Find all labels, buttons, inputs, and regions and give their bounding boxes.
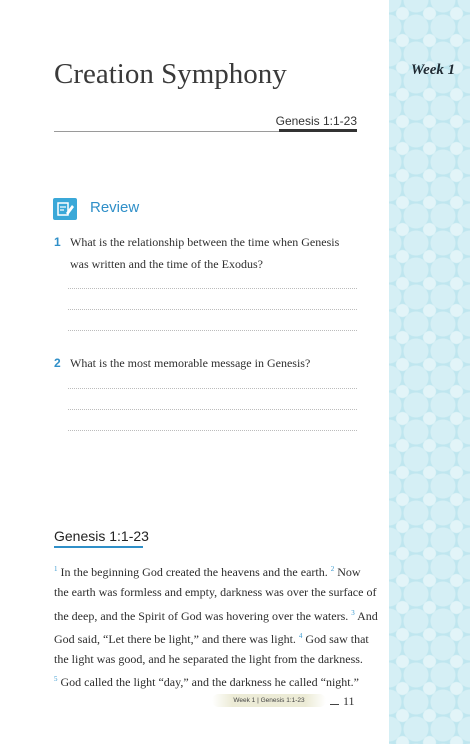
passage-line <box>54 603 378 626</box>
verse-text: God said, “Let there be light,” and there was light. <box>54 631 299 646</box>
passage-line <box>54 649 363 669</box>
passage-line <box>54 626 369 649</box>
verse-text: Now <box>334 565 361 579</box>
answer-line <box>68 388 357 389</box>
passage-heading: Genesis 1:1-23 <box>54 528 149 544</box>
verse-text: the deep, and the Spirit of God was hovering over the waters. <box>54 608 352 623</box>
question-text: What is the most memorable message in Genesis? <box>70 356 311 370</box>
review-heading: Review <box>90 199 140 216</box>
scripture-passage <box>54 559 378 693</box>
question-1 <box>54 231 359 275</box>
footer-label: Week 1 | Genesis 1:1-23 <box>212 694 326 707</box>
answer-line <box>68 409 357 410</box>
verse-text: And <box>354 608 378 623</box>
question-number: 2 <box>54 356 61 370</box>
passage-line <box>54 559 361 582</box>
question-2 <box>54 352 359 374</box>
footer-dash <box>330 704 339 705</box>
review-edit-icon <box>53 198 77 220</box>
passage-heading-underline <box>54 546 143 548</box>
verse-text: the light was good, and he separated the light from the darkness. <box>54 652 363 667</box>
passage-line <box>54 669 358 692</box>
reference-underline <box>279 129 357 132</box>
week-tag: Week 1 <box>410 62 456 78</box>
scripture-reference: Genesis 1:1-23 <box>275 114 357 128</box>
page-number: 11 <box>343 694 355 708</box>
verse-number: 2 <box>330 565 335 573</box>
verse-text: God called the light “day,” and the darkness he called “night.” <box>57 675 359 690</box>
answer-line <box>68 309 357 310</box>
verse-text: the earth was formless and empty, darkness was over the surface of <box>54 585 377 600</box>
answer-line <box>68 430 357 431</box>
verse-text: In the beginning God created the heavens and the earth. <box>57 565 331 579</box>
verse-number: 3 <box>351 608 355 617</box>
verse-text: God saw that <box>302 631 369 646</box>
decorative-sidebar <box>389 0 470 744</box>
question-number: 1 <box>54 235 61 249</box>
passage-line <box>54 582 377 602</box>
answer-line <box>68 330 357 331</box>
verse-number: 1 <box>54 565 58 573</box>
verse-number: 5 <box>54 675 58 684</box>
question-text: What is the relationship between the time when Genesis was written and the time of the Exodus? <box>70 235 340 271</box>
page-title: Creation Symphony <box>54 58 287 90</box>
answer-line <box>68 288 357 289</box>
verse-number: 4 <box>298 631 303 640</box>
